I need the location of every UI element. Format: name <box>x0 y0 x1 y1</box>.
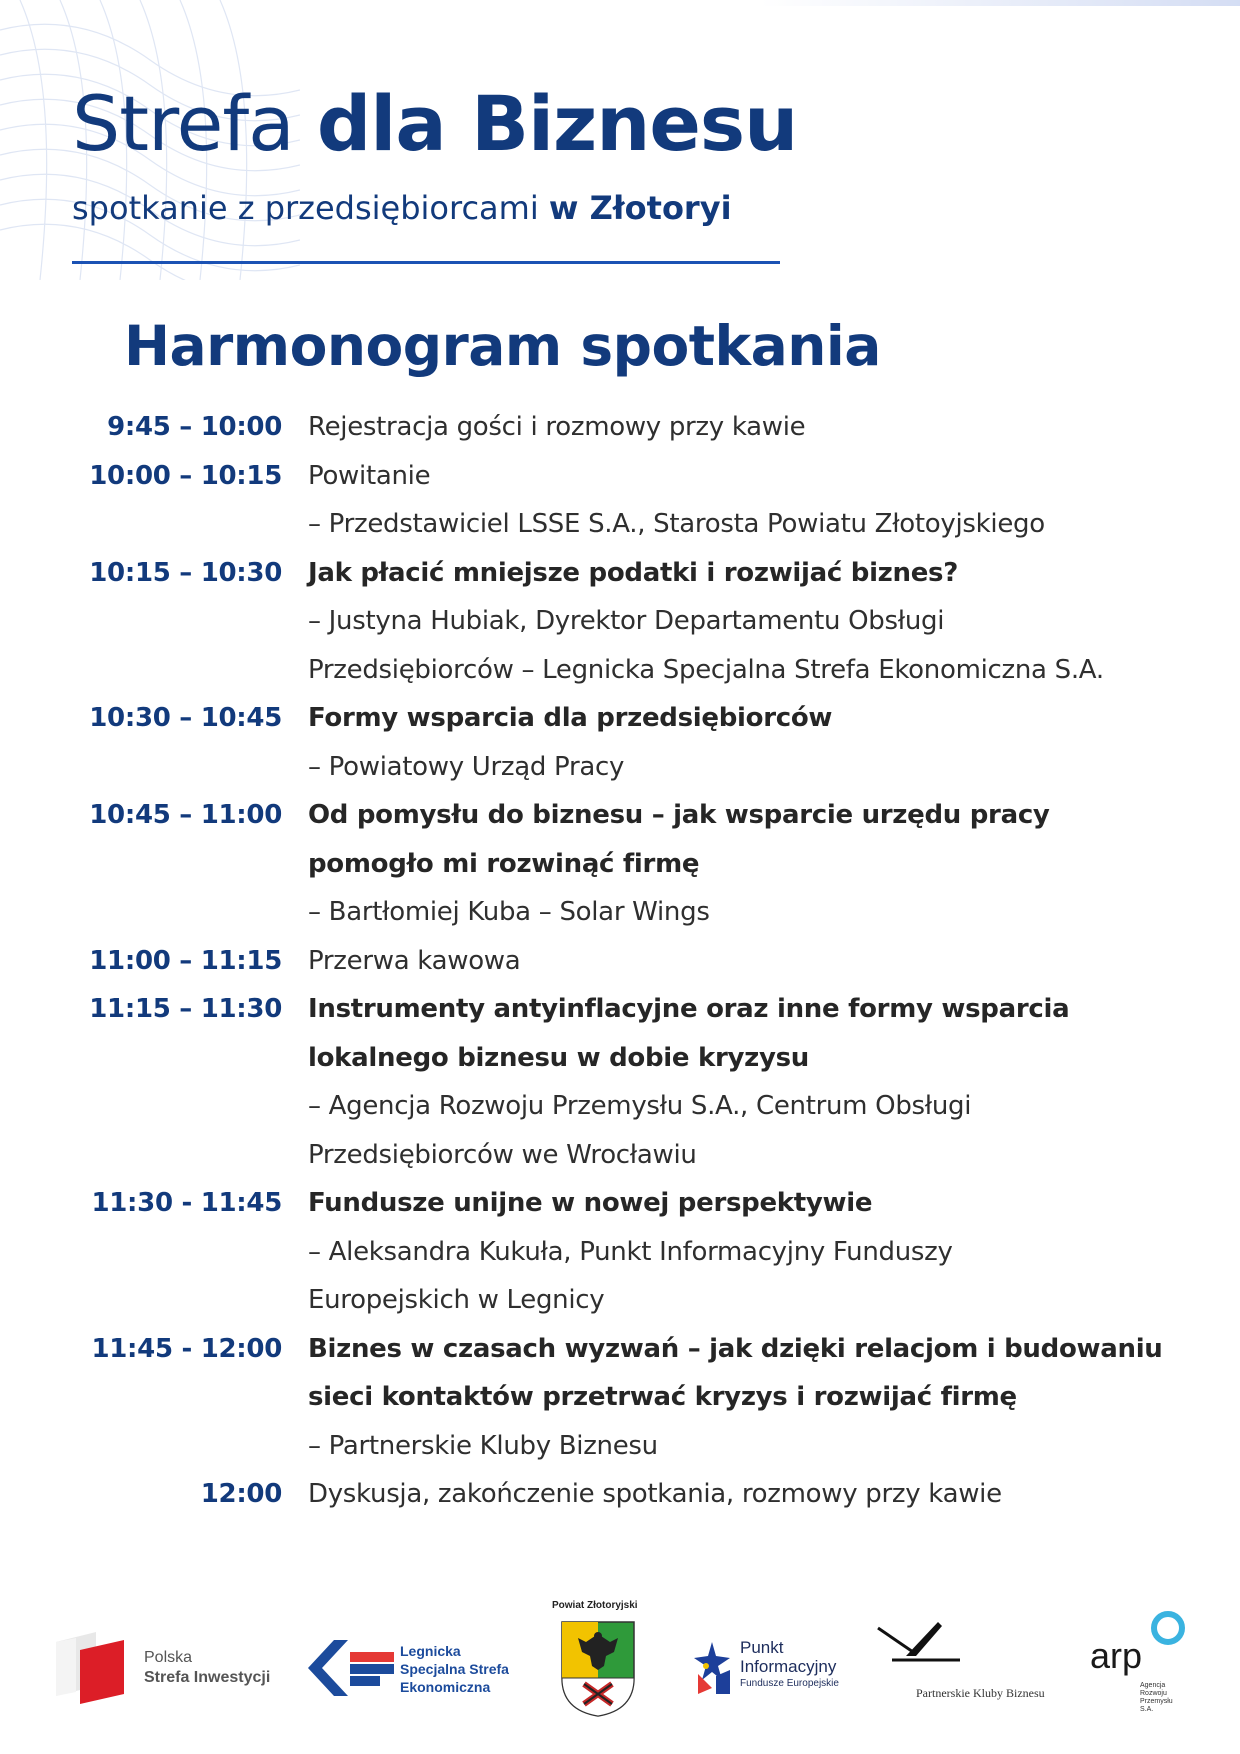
fe-star-icon <box>694 1636 730 1696</box>
pkb-mark-icon <box>876 1620 966 1670</box>
pife-line1: Punkt <box>740 1638 784 1657</box>
schedule-line: Powitanie <box>308 460 431 491</box>
schedule-row <box>0 403 1240 452</box>
schedule-row <box>0 1325 1240 1471</box>
schedule-line: – Justyna Hubiak, Dyrektor Departamentu Obsługi <box>308 606 945 636</box>
subtitle-regular: spotkanie z przedsiębiorcami <box>72 189 539 227</box>
title-regular: Strefa <box>72 79 294 168</box>
arp-ring-icon <box>1148 1608 1188 1648</box>
schedule-line: – Powiatowy Urząd Pracy <box>308 751 625 782</box>
schedule-row <box>0 937 1240 986</box>
schedule-description <box>308 791 1168 937</box>
schedule-line: – Aleksandra Kukuła, Punkt Informacyjny Funduszy <box>308 1236 953 1267</box>
page-title <box>72 72 797 176</box>
lsse-line2: Specjalna Strefa <box>400 1661 509 1677</box>
schedule-time: 9:45 – 10:00 <box>107 412 282 442</box>
schedule-line: Europejskich w Legnicy <box>308 1285 605 1315</box>
page-subtitle <box>72 186 732 230</box>
schedule-time: 11:15 – 11:30 <box>89 994 282 1024</box>
psi-line1: Polska <box>144 1649 193 1666</box>
schedule-line: Instrumenty antyinflacyjne oraz inne formy wsparcia <box>308 994 1070 1024</box>
powiat-logo <box>548 1600 648 1730</box>
schedule-description <box>308 1179 1168 1325</box>
title-bold: dla Biznesu <box>316 79 798 168</box>
schedule-time: 10:30 – 10:45 <box>89 703 282 733</box>
schedule-line: Od pomysłu do biznesu – jak wsparcie urzędu pracy <box>308 800 1050 830</box>
decorative-top-line <box>760 0 1240 6</box>
schedule-row <box>0 452 1240 549</box>
psi-line2: Strefa Inwestycji <box>144 1669 271 1686</box>
schedule-line: Przedsiębiorców – Legnicka Specjalna Strefa Ekonomiczna S.A. <box>308 654 1104 685</box>
schedule-time: 12:00 <box>200 1479 282 1509</box>
subtitle-bold: w Złotoryi <box>548 189 732 227</box>
schedule-line: lokalnego biznesu w dobie kryzysu <box>308 1042 810 1073</box>
arp-line4: S.A. <box>1140 1706 1154 1713</box>
section-heading: Harmonogram spotkania <box>124 314 881 378</box>
schedule-list <box>0 403 1240 1519</box>
schedule-row <box>0 1179 1240 1325</box>
schedule-row <box>0 985 1240 1179</box>
schedule-line: Dyskusja, zakończenie spotkania, rozmowy przy kawie <box>308 1479 1002 1509</box>
schedule-line: Formy wsparcia dla przedsiębiorców <box>308 703 833 733</box>
arp-line3: Przemysłu <box>1140 1698 1173 1705</box>
arp-logo <box>1086 1608 1206 1728</box>
psi-logo <box>50 1628 280 1708</box>
schedule-row <box>0 549 1240 695</box>
powiat-caption: Powiat Złotoryjski <box>552 1600 638 1611</box>
schedule-description <box>308 1470 1168 1519</box>
schedule-description <box>308 452 1168 549</box>
schedule-description <box>308 937 1168 986</box>
schedule-line: Jak płacić mniejsze podatki i rozwijać biznes? <box>308 557 959 588</box>
schedule-time: 11:00 – 11:15 <box>89 945 282 976</box>
arp-wordmark: arp <box>1090 1635 1143 1676</box>
arp-line1: Agencja <box>1140 1682 1166 1689</box>
arp-line2: Rozwoju <box>1140 1690 1167 1697</box>
schedule-line: Biznes w czasach wyzwań – jak dzięki relacjom i budowaniu <box>308 1333 1163 1364</box>
schedule-line: Rejestracja gości i rozmowy przy kawie <box>308 412 806 442</box>
schedule-row <box>0 1470 1240 1519</box>
schedule-description <box>308 694 1168 791</box>
schedule-line: – Przedstawiciel LSSE S.A., Starosta Powiatu Złotoyjskiego <box>308 509 1045 539</box>
pkb-caption: Partnerskie Kluby Biznesu <box>916 1686 1045 1700</box>
schedule-line: Przedsiębiorców we Wrocławiu <box>308 1139 697 1170</box>
schedule-time: 10:00 – 10:15 <box>89 460 282 491</box>
schedule-time: 10:45 – 11:00 <box>89 800 282 830</box>
schedule-time: 10:15 – 10:30 <box>89 557 282 588</box>
lsse-line1: Legnicka <box>400 1643 461 1659</box>
pife-line3: Fundusze Europejskie <box>740 1678 839 1689</box>
schedule-description <box>308 985 1168 1179</box>
schedule-time: 11:45 - 12:00 <box>91 1333 282 1364</box>
schedule-line: – Bartłomiej Kuba – Solar Wings <box>308 897 710 927</box>
schedule-time: 11:30 - 11:45 <box>91 1188 282 1218</box>
schedule-row <box>0 791 1240 937</box>
lsse-line3: Ekonomiczna <box>400 1679 491 1695</box>
schedule-line: Fundusze unijne w nowej perspektywie <box>308 1188 873 1218</box>
schedule-description <box>308 403 1168 452</box>
schedule-line: – Agencja Rozwoju Przemysłu S.A., Centrum Obsługi <box>308 1091 972 1121</box>
schedule-row <box>0 694 1240 791</box>
schedule-line: Przerwa kawowa <box>308 945 521 976</box>
lsse-emblem-icon <box>300 1634 400 1704</box>
psi-emblem-icon <box>50 1628 128 1708</box>
partner-logos <box>0 1600 1240 1730</box>
coat-of-arms-icon <box>558 1618 638 1718</box>
schedule-line: – Partnerskie Kluby Biznesu <box>308 1430 658 1461</box>
schedule-line: pomogło mi rozwinąć firmę <box>308 848 700 879</box>
schedule-line: sieci kontaktów przetrwać kryzys i rozwijać firmę <box>308 1382 1017 1412</box>
schedule-description <box>308 1325 1168 1471</box>
schedule-description <box>308 549 1168 695</box>
pife-line2: Informacyjny <box>740 1657 837 1676</box>
pife-logo <box>688 1636 878 1706</box>
pkb-logo <box>876 1620 1076 1720</box>
lsse-logo <box>300 1628 530 1708</box>
header-divider <box>72 261 780 264</box>
